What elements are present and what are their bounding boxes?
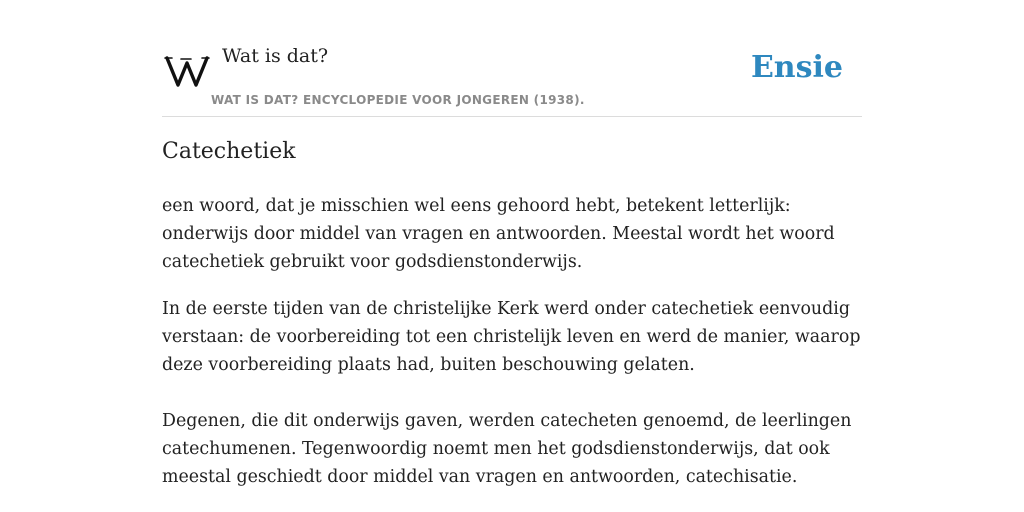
entry-title: Catechetiek [162,139,296,164]
source-title[interactable]: Wat is dat? [222,45,329,67]
paragraph: In de eerste tijden van de christelijke Kerk werd onder catechetiek eenvoudig verstaan: de voorbereiding tot een christelijk leven en werd de manier, waarop deze voorbereiding plaats had, buiten beschouwing gelaten. [162,299,861,375]
wikipedia-w-icon[interactable] [164,50,210,90]
entry-body [162,192,862,491]
brand-logo-link[interactable]: Ensie [750,50,843,85]
source-subtitle: WAT IS DAT? ENCYCLOPEDIE VOOR JONGEREN (1938). [211,93,585,107]
paragraph: Degenen, die dit onderwijs gaven, werden catecheten genoemd, de leerlingen catechumenen. Tegenwoordig noemt men het godsdienstonderwijs, dat ook meestal geschiedt door middel van vragen en antwoorden, catechisatie. [162,411,852,487]
paragraph: een woord, dat je misschien wel eens gehoord hebt, betekent letterlijk: onderwijs door middel van vragen en antwoorden. Meestal wordt het woord catechetiek gebruikt voor godsdienstonderwijs. [162,196,835,272]
header [162,0,862,117]
